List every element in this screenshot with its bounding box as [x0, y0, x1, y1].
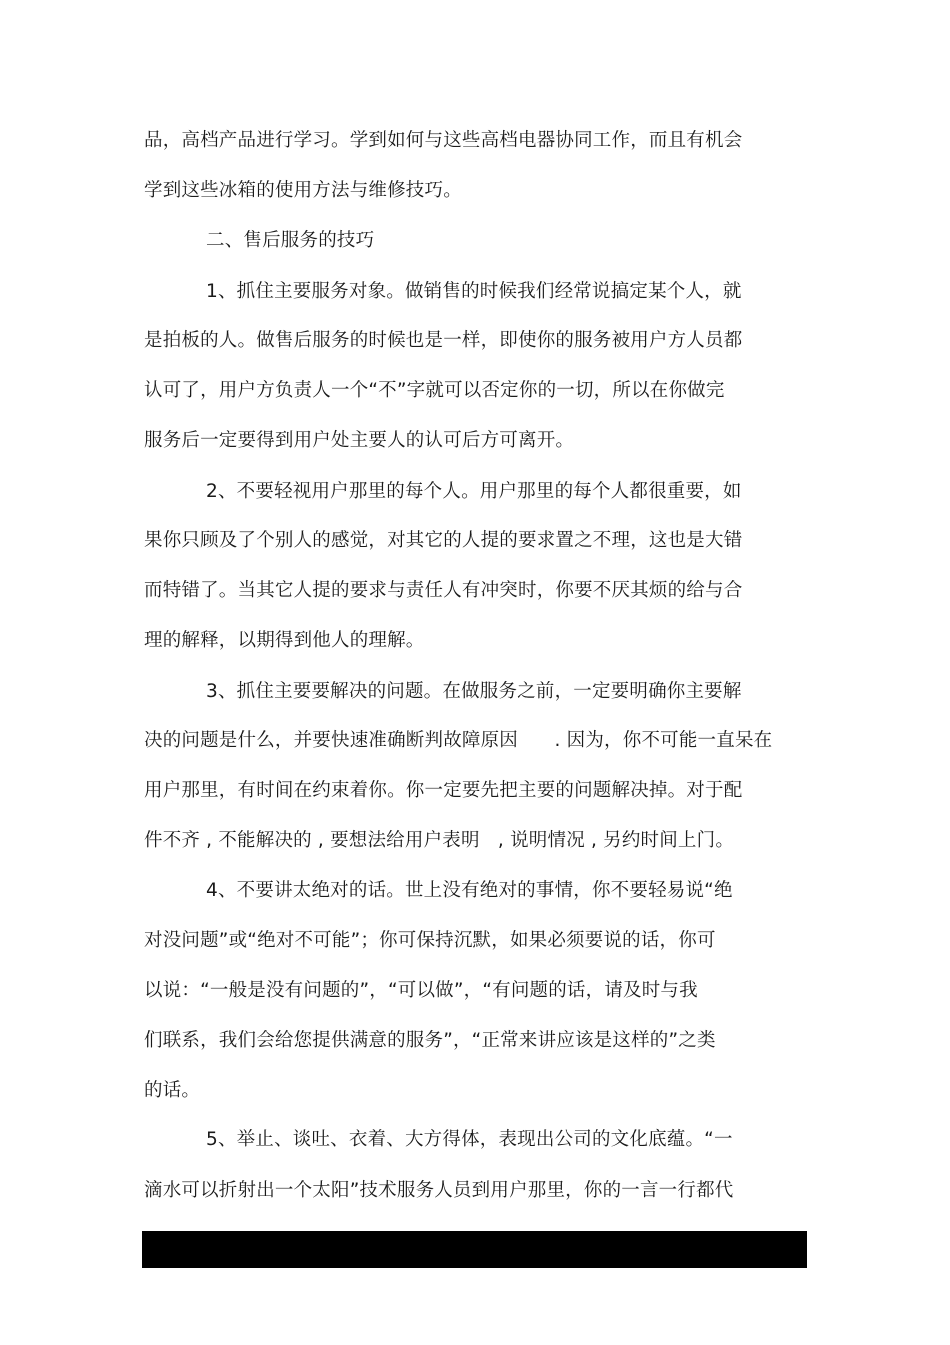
- paragraph-line: 滴水可以折射出一个太阳”技术服务人员到用户那里，你的一言一行都代: [144, 1180, 734, 1201]
- paragraph-line: 件不齐 , 不能解决的 , 要想法给用户表明 , 说明情况 , 另约时间上门。: [144, 830, 735, 851]
- paragraph-line: 服务后一定要得到用户处主要人的认可后方可离开。: [144, 430, 575, 451]
- paragraph-line: 果你只顾及了个别人的感觉，对其它的人提的要求置之不理，这也是大错: [144, 530, 743, 551]
- paragraph-line: 理的解释，以期得到他人的理解。: [144, 630, 425, 651]
- paragraph-line: 品，高档产品进行学习。学到如何与这些高档电器协同工作，而且有机会: [144, 130, 743, 151]
- paragraph-line: 1、抓住主要服务对象。做销售的时候我们经常说搞定某个人，就: [206, 281, 742, 302]
- section-heading: 二、售后服务的技巧: [206, 230, 375, 251]
- paragraph-line: 的话。: [144, 1080, 201, 1101]
- paragraph-line: 以说：“一般是没有问题的”，“可以做”，“有问题的话，请及时与我: [144, 980, 698, 1001]
- paragraph-line: 而特错了。当其它人提的要求与责任人有冲突时，你要不厌其烦的给与合: [144, 580, 743, 601]
- paragraph-line: 用户那里，有时间在约束着你。你一定要先把主要的问题解决掉。对于配: [144, 780, 743, 801]
- footer-bar: [142, 1231, 807, 1268]
- paragraph-line: 是拍板的人。做售后服务的时候也是一样，即使你的服务被用户方人员都: [144, 330, 743, 351]
- paragraph-line: 2、不要轻视用户那里的每个人。用户那里的每个人都很重要，如: [206, 481, 742, 502]
- paragraph-line: 4、不要讲太绝对的话。世上没有绝对的事情，你不要轻易说“绝: [206, 880, 733, 901]
- paragraph-line: 对没问题”或“绝对不可能”；你可保持沉默，如果必须要说的话，你可: [144, 930, 716, 951]
- paragraph-line: 们联系，我们会给您提供满意的服务”，“正常来讲应该是这样的”之类: [144, 1030, 716, 1051]
- paragraph-line: 决的问题是什么，并要快速准确断判故障原因 . 因为，你不可能一直呆在: [144, 730, 773, 751]
- paragraph-line: 学到这些冰箱的使用方法与维修技巧。: [144, 180, 462, 201]
- paragraph-line: 认可了，用户方负责人一个“不”字就可以否定你的一切，所以在你做完: [144, 380, 725, 401]
- paragraph-line: 5、举止、谈吐、衣着、大方得体，表现出公司的文化底蕴。“一: [206, 1129, 733, 1150]
- paragraph-line: 3、抓住主要要解决的问题。在做服务之前，一定要明确你主要解: [206, 681, 742, 702]
